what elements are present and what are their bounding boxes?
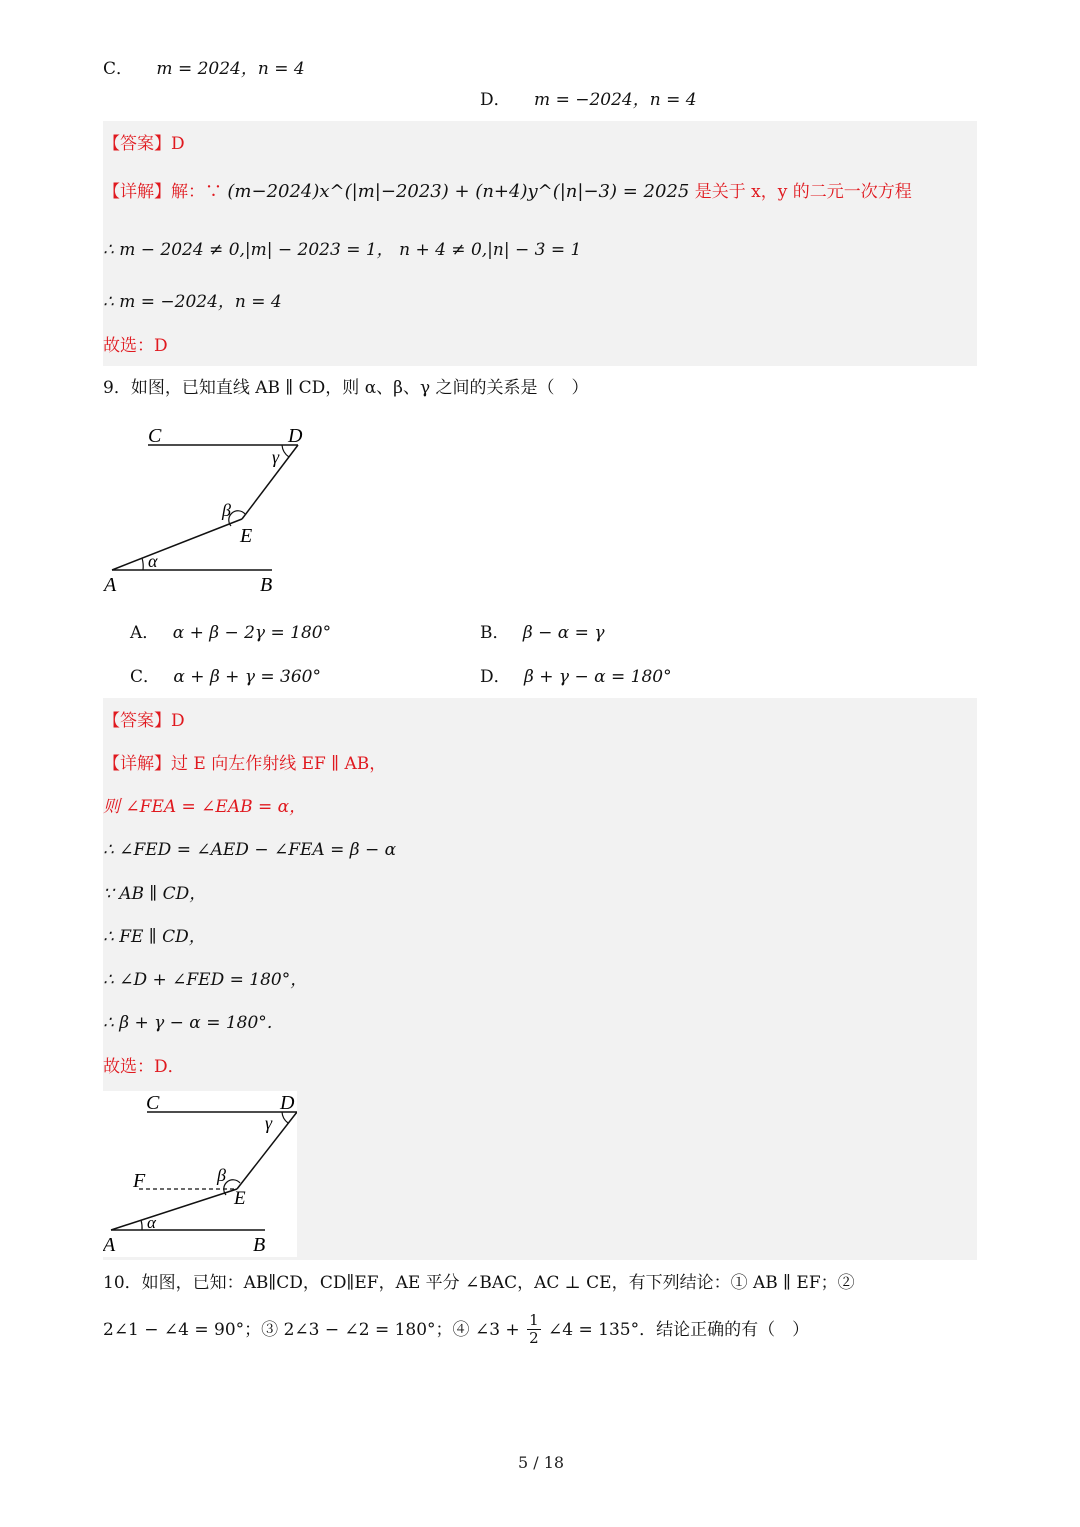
option-text: m = 2024，n = 4	[156, 59, 305, 79]
q9-stem: 9．如图，已知直线 AB ∥ CD，则 α、β、γ 之间的关系是（ ）	[103, 378, 589, 398]
stem-part-b: ∠4 = 135°．结论正确的有（ ）	[548, 1319, 810, 1340]
option-text: α + β + γ = 360°	[173, 667, 321, 687]
alpha-arc	[142, 558, 143, 570]
q9-option-b	[480, 622, 604, 644]
label-e: E	[234, 1188, 246, 1209]
q8-detail-line-2: ∴ m − 2024 ≠ 0,|m| − 2023 = 1， n + 4 ≠ 0,|n| − 3 = 1	[103, 240, 582, 260]
option-letter: D．	[480, 667, 511, 687]
q9-detail-line-1: 则 ∠FEA = ∠EAB = α，	[103, 797, 307, 817]
q9-detail-line-2: ∴ ∠FED = ∠AED − ∠FEA = β − α	[103, 840, 397, 860]
label-d: D	[288, 425, 303, 447]
label-beta: β	[222, 500, 231, 520]
detail-tail: 是关于 x，y 的二元一次方程	[694, 182, 912, 202]
detail-equation: (m−2024)x^(|m|−2023) + (n+4)y^(|n|−3) = 2025	[227, 181, 690, 202]
label-gamma: γ	[265, 1113, 273, 1133]
label-c: C	[148, 425, 162, 447]
fraction-denominator: 2	[529, 1329, 539, 1347]
detail-prefix: 【详解】解：∵	[103, 182, 222, 202]
option-text: α + β − 2γ = 180°	[172, 623, 332, 643]
label-alpha: α	[147, 1213, 156, 1232]
label-alpha: α	[148, 551, 158, 571]
option-letter: D．	[480, 90, 511, 110]
segment-ea	[112, 519, 242, 570]
option-letter: C．	[103, 59, 134, 79]
label-f: F	[133, 1170, 146, 1192]
q9-answer-label: 【答案】D	[103, 711, 185, 731]
q9-option-d	[480, 666, 672, 688]
q10-stem-line-1: 10．如图，已知：AB∥CD，CD∥EF，AE 平分 ∠BAC，AC ⊥ CE，有下列结论：① AB ∥ EF；②	[103, 1273, 855, 1293]
label-b: B	[253, 1234, 266, 1256]
label-d: D	[280, 1092, 295, 1114]
q9-detail-line-4: ∴ FE ∥ CD，	[103, 927, 206, 947]
q9-detail-line-6: ∴ β + γ − α = 180°．	[103, 1013, 284, 1033]
q9-solution-figure	[103, 1091, 297, 1257]
option-text: β + γ − α = 180°	[524, 667, 672, 687]
label-a: A	[104, 574, 117, 596]
label-e: E	[240, 525, 253, 547]
q9-figure	[100, 420, 320, 600]
option-letter: C．	[130, 667, 161, 687]
q8-option-c	[103, 58, 305, 80]
page-number: 5 / 18	[518, 1453, 565, 1472]
segment-de	[242, 445, 298, 519]
label-beta: β	[217, 1165, 226, 1185]
label-b: B	[260, 574, 273, 596]
q8-detail-line	[103, 181, 912, 203]
fraction-one-half	[527, 1312, 541, 1347]
q9-detail-line-3: ∵ AB ∥ CD，	[103, 884, 207, 904]
fraction-numerator: 1	[529, 1311, 539, 1329]
q8-conclusion: 故选：D	[103, 336, 168, 356]
stem-part-a: 2∠1 − ∠4 = 90°；③ 2∠3 − ∠2 = 180°；④ ∠3 +	[103, 1319, 520, 1340]
label-gamma: γ	[272, 447, 280, 467]
q8-detail-line-3: ∴ m = −2024，n = 4	[103, 292, 282, 312]
q8-option-d	[480, 89, 697, 111]
q10-stem-line-2	[103, 1312, 809, 1360]
q9-conclusion: 故选：D．	[103, 1057, 185, 1077]
q9-detail: 【详解】过 E 向左作射线 EF ∥ AB，	[103, 754, 387, 774]
q9-option-c	[130, 666, 321, 688]
label-a: A	[103, 1234, 116, 1256]
option-letter: B．	[480, 623, 510, 643]
q9-detail-line-5: ∴ ∠D + ∠FED = 180°，	[103, 970, 308, 990]
q9-option-a	[130, 622, 331, 644]
option-text: m = −2024，n = 4	[534, 90, 697, 110]
q8-answer-label: 【答案】D	[103, 134, 185, 154]
option-text: β − α = γ	[522, 623, 605, 643]
label-c: C	[146, 1092, 160, 1114]
option-letter: A．	[130, 623, 160, 643]
